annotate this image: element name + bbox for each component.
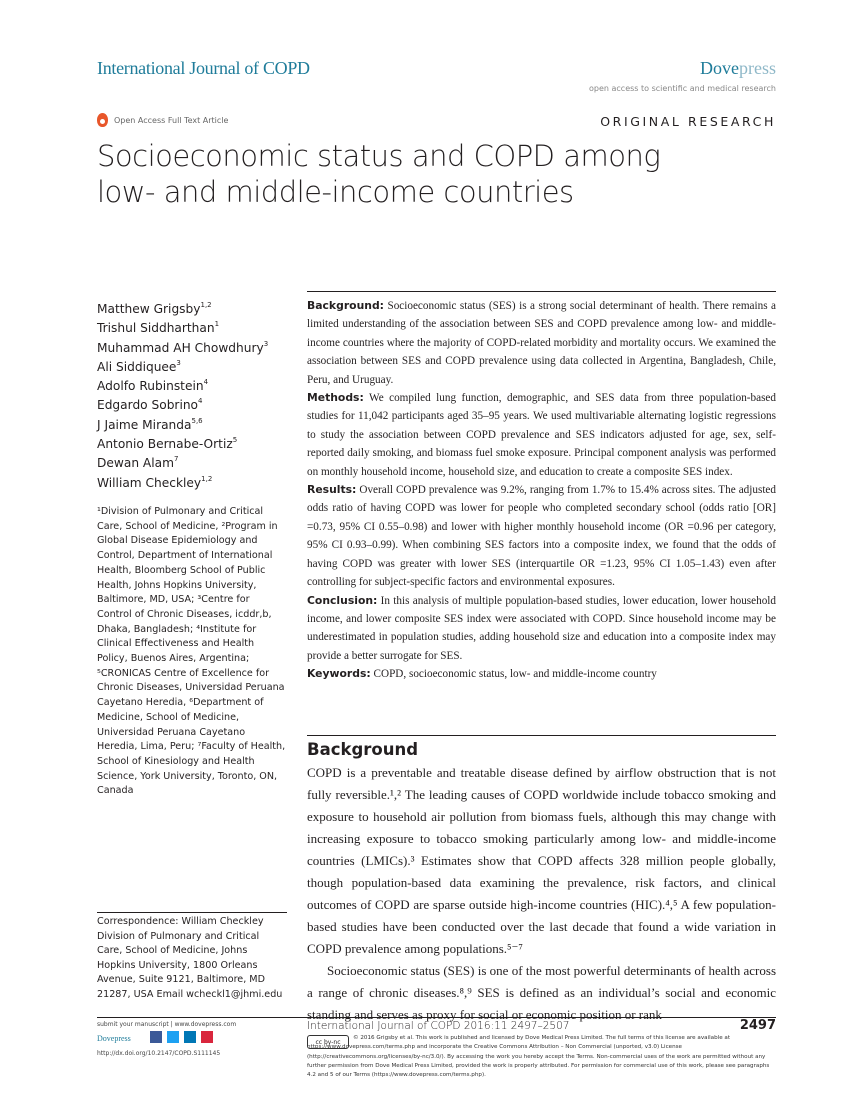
license-text: © 2016 Grigsby et al. This work is published and licensed by Dove Medical Press Limited. The full terms of this license are available at https://www.dovepress.com/terms.php and incorporate the Creative Commons Attribution – Non Commercial (unported, v3.0) License (http://creativecommons.org/licenses/by-nc/3.0/). By accessing the work you hereby accept the Terms. Non-commercial uses of the work are permitted without any further permission from Dove Medical Press Limited, provided the work is properly attributed. For permission for commercial use of this work, please see paragraphs 4.2 and 5 of our Terms (https://www.dovepress.com/terms.php). — [307, 1035, 770, 1079]
author — [97, 474, 268, 493]
abstract-label: Conclusion: — [307, 593, 378, 607]
author — [97, 435, 268, 454]
abstract-section — [307, 665, 776, 683]
publisher-logo[interactable] — [700, 58, 776, 79]
page-number: 2497 — [739, 1018, 776, 1033]
citation: International Journal of COPD 2016:11 2497–2507 — [307, 1020, 570, 1032]
abstract-text: Socioeconomic status (SES) is a strong social determinant of health. There remains a limited understanding of the association between SES and COPD prevalence among low- and middle-income countries where the majority of COPD-related morbidity and mortality occurs. We examined the association between SES and COPD prevalence using data collected in Argentina, Bangladesh, Chile, Peru, and Uruguay. — [307, 300, 776, 386]
abstract-section — [307, 481, 776, 591]
abstract-section — [307, 389, 776, 481]
author-affiliation-marker: 4 — [198, 397, 203, 406]
author-name: Muhammad AH Chowdhury — [97, 340, 264, 355]
article-title — [97, 138, 660, 210]
abstract-section — [307, 297, 776, 389]
publisher-suffix: press — [739, 58, 776, 78]
affiliations: ¹Division of Pulmonary and Critical Care, School of Medicine, ²Program in Global Disease Epidemiology and Control, Department of International Health, Bloomberg School of Public Health, Johns Hopkins University, Baltimore, MD, USA; ³Centre for Control of Chronic Diseases, icddr,b, Dhaka, Bangladesh; ⁴Institute for Clinical Effectiveness and Health Policy, Buenos Aires, Argentina; ⁵CRONICAS Centre of Excellence for Chronic Diseases, Universidad Peruana Cayetano Heredia, ⁶Department of Medicine, School of Medicine, Universidad Peruana Cayetano Heredia, Lima, Peru; ⁷Faculty of Health, School of Kinesiology and Health Science, York University, Toronto, ON, Canada — [97, 506, 286, 797]
correspondence: Correspondence: William Checkley Division of Pulmonary and Critical Care, School of Medicine, Johns Hopkins University, 1800 Orleans Avenue, Suite 9121, Baltimore, MD 21287, USA Email wcheckl1@jhmi.edu — [97, 912, 287, 1003]
section-heading-background: Background — [307, 740, 419, 759]
abstract-label: Keywords: — [307, 667, 371, 681]
author-affiliation-marker: 3 — [263, 339, 269, 348]
author-name: Dewan Alam — [97, 456, 174, 471]
author-list — [97, 300, 268, 493]
author-affiliation-marker: 1,2 — [200, 301, 212, 309]
linkedin-icon[interactable] — [184, 1031, 196, 1043]
youtube-icon[interactable] — [201, 1031, 213, 1043]
author — [97, 300, 268, 319]
section-divider — [307, 735, 776, 736]
author — [97, 358, 268, 377]
author — [97, 416, 268, 435]
author-affiliation-marker: 7 — [173, 455, 179, 464]
author — [97, 377, 268, 396]
author-name: Matthew Grigsby — [97, 302, 201, 316]
author — [97, 396, 268, 415]
open-access-lock-icon — [97, 113, 108, 127]
author-affiliation-marker: 4 — [203, 378, 209, 387]
abstract-text: COPD, socioeconomic status, low- and middle-income country — [370, 668, 657, 681]
author — [97, 319, 268, 338]
author-name: Antonio Bernabe-Ortiz — [97, 437, 233, 452]
paragraph: Socioeconomic status (SES) is one of the most powerful determinants of health across a range of chronic diseases.⁸,⁹ SES is defined as an individual’s social and economic standing and serves as proxy for social or economic position or rank — [307, 963, 776, 1022]
author-affiliation-marker: 1 — [214, 320, 220, 329]
author-name: Adolfo Rubinstein — [97, 379, 204, 394]
body-text — [307, 762, 776, 1026]
paragraph: COPD is a preventable and treatable disease defined by airflow obstruction that is not fully reversible.¹,² The leading causes of COPD worldwide include tobacco smoking and exposure to household air pollution from biomass fuels, although this may change with increasing exposure to tobacco smoking particularly among low- and middle-income countries (LMICs).³ Estimates show that COPD affects 328 million people globally, though population-based data examining the prevalence, risk factors, and clinical outcomes of COPD are sparse outside high-income countries (HIC).⁴,⁵ A few population-based studies have been conducted over the last decade that found a wide variation in COPD prevalence among populations.⁵⁻⁷ — [307, 765, 776, 956]
article-type: ORIGINAL RESEARCH — [600, 114, 776, 129]
abstract-label: Results: — [307, 483, 357, 497]
journal-name[interactable]: International Journal of COPD — [97, 58, 310, 78]
author-name: Edgardo Sobrino — [97, 398, 199, 413]
facebook-icon[interactable] — [150, 1031, 162, 1043]
abstract — [307, 297, 776, 684]
publisher-tagline: open access to scientific and medical research — [589, 84, 776, 93]
author-affiliation-marker: 5 — [232, 436, 238, 445]
open-access-badge — [97, 113, 228, 127]
abstract-divider — [307, 291, 776, 292]
author-affiliation-marker: 5,6 — [191, 416, 203, 425]
footer-divider — [97, 1017, 776, 1018]
social-links — [150, 1031, 213, 1043]
abstract-label: Methods: — [307, 391, 364, 405]
author-name: Trishul Siddharthan — [97, 321, 215, 336]
author-name: J Jaime Miranda — [97, 417, 192, 432]
author-affiliation-marker: 3 — [176, 358, 181, 367]
abstract-text: Overall COPD prevalence was 9.2%, ranging from 1.7% to 15.4% across sites. The adjusted odds ratio of having COPD was lower for people who completed secondary school (odds ratio [OR] =0.73, 95% CI 0.55–0.98) and lower with higher monthly household income (OR =0.96 per category, 95% CI 0.93–0.99). When combining SES factors into a composite index, we found that the odds of having COPD was greater with lower SES (interquartile OR =1.23, 95% CI 1.05–1.43) even after controlling for subject-specific factors and environmental exposures. — [307, 484, 776, 589]
abstract-section — [307, 592, 776, 666]
submit-manuscript-link[interactable]: submit your manuscript | www.dovepress.com — [97, 1021, 237, 1028]
author — [97, 339, 268, 358]
abstract-text: We compiled lung function, demographic, and SES data from three population-based studies for 11,042 participants aged 35–95 years. We used multivariable alternating logistic regressions to study the association between COPD prevalence and SES indicators adjusted for age, sex, self-reported daily smoking, and biomass fuel smoke exposure. Principal component analysis was performed on monthly household income, household size, and education to create a composite SES index. — [307, 392, 776, 478]
open-access-label: Open Access Full Text Article — [114, 115, 229, 125]
abstract-text: In this analysis of multiple population-based studies, lower education, lower household income, and lower composite SES index were associated with COPD. Since household income may be underestimated in population studies, adding household size and education into a composite index may provide a better surrogate for SES. — [307, 594, 776, 662]
author — [97, 454, 268, 473]
abstract-label: Background: — [307, 299, 384, 312]
doi-link[interactable]: http://dx.doi.org/10.2147/COPD.S111145 — [97, 1050, 221, 1057]
title-line: Socioeconomic status and COPD among — [97, 139, 661, 173]
author-affiliation-marker: 1,2 — [201, 474, 213, 483]
publisher-main: Dove — [700, 58, 739, 78]
footer-publisher-logo[interactable]: Dovepress — [97, 1034, 131, 1043]
twitter-icon[interactable] — [167, 1031, 179, 1043]
title-line: low- and middle-income countries — [97, 175, 574, 209]
author-name: William Checkley — [97, 475, 202, 490]
author-name: Ali Siddiquee — [97, 359, 177, 374]
creative-commons-icon[interactable]: cc by-nc — [307, 1035, 349, 1049]
